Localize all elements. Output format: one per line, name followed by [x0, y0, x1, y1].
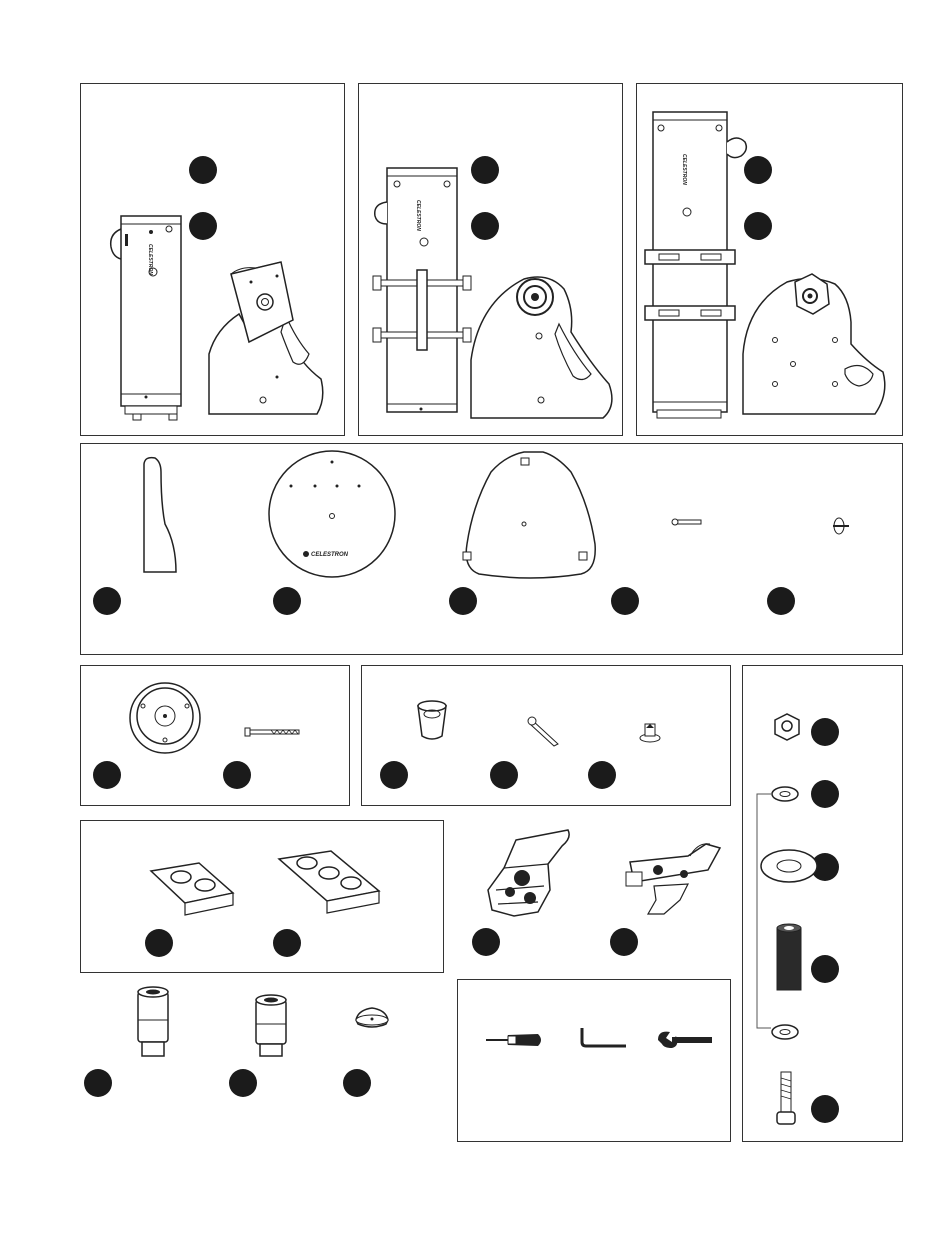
cam-bolt-drawing	[672, 519, 701, 525]
large-eyepiece-tray-drawing	[279, 851, 379, 913]
dust-cap-drawing	[356, 1008, 388, 1027]
hex-key-icon	[582, 1028, 626, 1046]
tools-drawing	[458, 980, 732, 1143]
tube-logo-text: CELESTRON	[147, 244, 153, 275]
panel-telescope-c	[636, 83, 903, 436]
rocker-side-plate-drawing	[637, 84, 904, 437]
focuser-drawing	[488, 830, 569, 916]
triangle-base-drawing	[463, 452, 595, 578]
azimuth-bearing-drawing	[130, 683, 200, 753]
rocker-side-bearing-drawing	[359, 84, 624, 437]
eyepiece-large-drawing	[138, 987, 168, 1056]
panel-fastener-stack	[742, 665, 903, 1142]
knob-bolt-drawing	[640, 724, 660, 742]
fastener-stack-drawing	[743, 666, 904, 1143]
small-eyepiece-tray-drawing	[151, 863, 233, 915]
panel-bearing-parts	[80, 665, 350, 806]
panel-eyepiece-parts	[80, 980, 444, 1105]
panel-hardware-parts	[361, 665, 731, 806]
large-washer-drawing	[761, 850, 817, 882]
bearing-parts-drawing	[81, 666, 351, 807]
eyepiece-small-drawing	[256, 995, 286, 1056]
hex-bolt-drawing	[777, 1072, 795, 1124]
panel-telescope-a	[80, 83, 345, 436]
small-washer-drawing	[772, 787, 798, 801]
plate-logo-text: CELESTRON	[311, 552, 349, 558]
tube-logo-text: CELESTRON	[415, 200, 421, 231]
hardware-parts-drawing	[362, 666, 732, 807]
finder-parts-drawing	[458, 820, 730, 970]
panel-telescope-b	[358, 83, 623, 436]
rocker-side-drawing	[81, 84, 346, 437]
cam-lock-drawing	[833, 518, 849, 534]
wrench-icon	[658, 1032, 712, 1048]
bottom-washer-drawing	[772, 1025, 798, 1039]
eyepiece-parts-drawing	[80, 980, 444, 1105]
lock-nut-drawing	[775, 714, 799, 740]
wood-screw-drawing	[528, 717, 558, 746]
front-board-drawing	[144, 458, 176, 572]
screwdriver-icon	[486, 1034, 541, 1046]
panel-base-parts	[80, 443, 903, 655]
long-screw-drawing	[245, 728, 299, 736]
tube-logo-text: CELESTRON	[681, 154, 687, 185]
panel-tools	[457, 979, 731, 1142]
spacer-tube-drawing	[777, 924, 801, 990]
panel-finder-parts	[458, 820, 730, 970]
panel-tray-parts	[80, 820, 444, 973]
foot-drawing	[418, 701, 446, 739]
red-dot-finder-drawing	[626, 844, 720, 914]
ground-plate-drawing	[269, 451, 395, 577]
tray-parts-drawing	[81, 821, 445, 974]
base-parts-drawing	[81, 444, 904, 656]
